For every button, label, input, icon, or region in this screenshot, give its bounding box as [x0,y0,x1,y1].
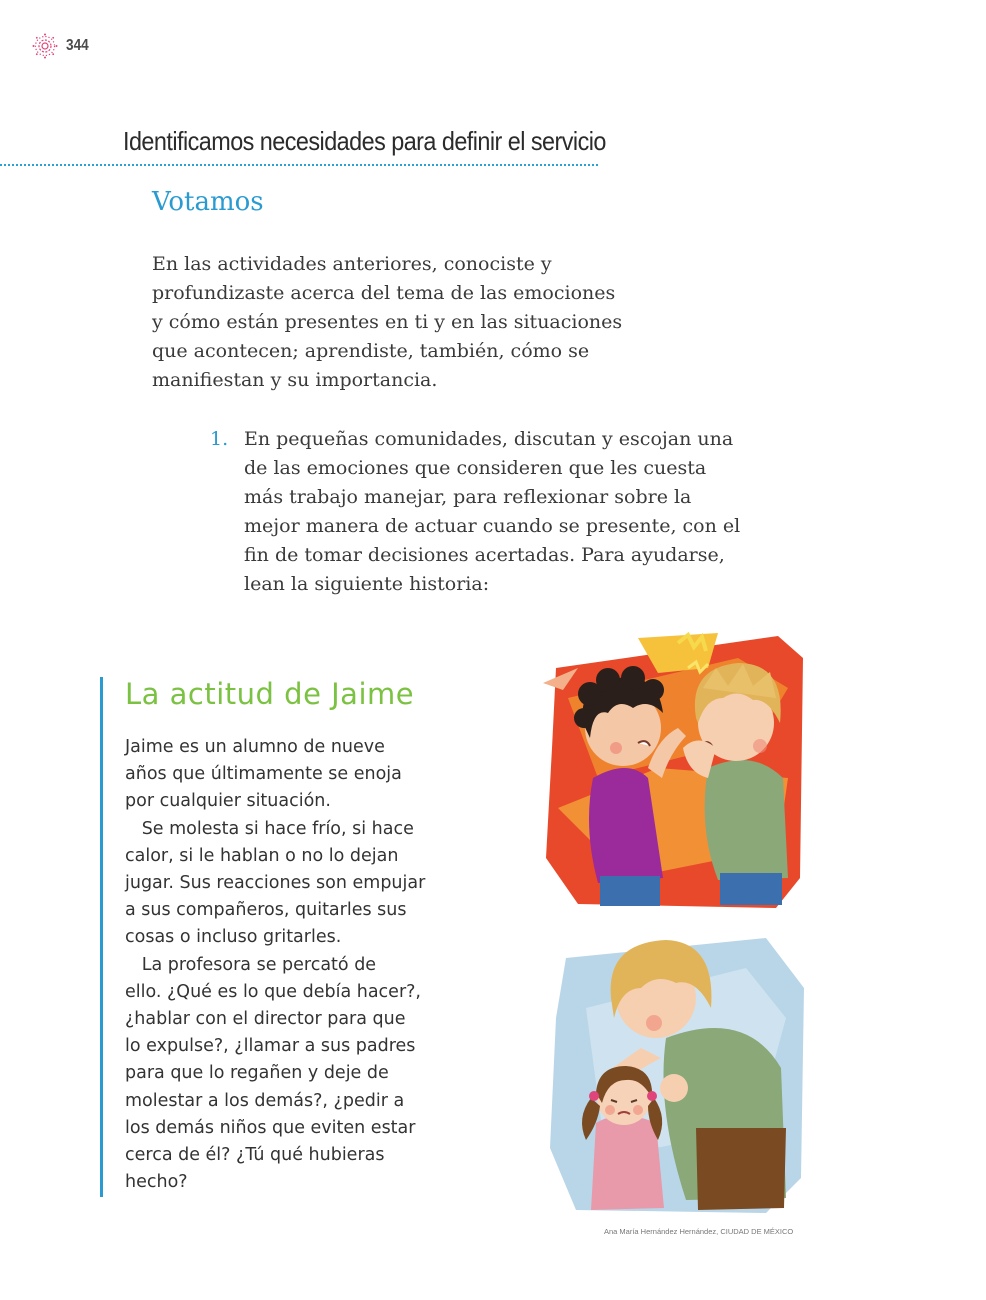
activity-line: de las emociones que consideren que les cuesta [244,457,707,479]
subtitle: Votamos [152,187,264,217]
intro-line: En las actividades anteriores, conociste y [152,253,552,275]
section-title: Identificamos necesidades para definir el servicio [123,126,606,156]
story-line: La profesora se percató de [125,954,377,975]
story-line: por cualquier situación. [125,791,331,812]
story-body [125,734,425,1196]
intro-line: manifiestan y su importancia. [152,369,438,391]
illustration-credit: Ana María Hernández Hernández, CIUDAD DE MÉXICO [604,1227,794,1236]
intro-line: profundizaste acerca del tema de las emociones [152,282,616,304]
activity-line: fin de tomar decisiones acertadas. Para ayudarse, [244,544,725,566]
story-title: La actitud de Jaime [125,677,415,711]
activity-line: mejor manera de actuar cuando se presente, con el [244,515,741,537]
section-header [0,122,606,166]
activity-number: 1. [210,428,229,450]
story-line: Jaime es un alumno de nueve [125,737,385,757]
activity-text [244,425,740,599]
story-line: hecho? [125,1172,188,1193]
story-line: ello. ¿Qué es lo que debía hacer?, [125,981,421,1002]
story-line: los demás niños que eviten estar [125,1117,416,1138]
page-number [32,33,93,59]
story-box [100,677,523,1197]
activity-line: más trabajo manejar, para reflexionar sobre la [244,486,692,508]
page-number-label: 344 [66,37,89,54]
illustration-boy-and-girl [546,928,808,1216]
story-line: a sus compañeros, quitarles sus [125,900,407,921]
story-line: lo expulse?, ¿llamar a sus padres [125,1036,416,1057]
sun-ornament-icon [32,33,58,59]
activity-line: En pequeñas comunidades, discutan y escojan una [244,428,734,450]
intro-paragraph [152,250,672,395]
story-line: cerca de él? ¿Tú qué hubieras [125,1145,385,1166]
story-line: molestar a los demás?, ¿pedir a [125,1090,405,1111]
story-line: ¿hablar con el director para que [125,1009,406,1030]
illustration-boys-arguing [538,628,808,913]
story-line: jugar. Sus reacciones son empujar [125,873,426,894]
story-line: para que lo regañen y deje de [125,1063,389,1084]
intro-line: que acontecen; aprendiste, también, cómo se [152,340,590,362]
activity-line: lean la siguiente historia: [244,573,490,595]
story-line: calor, si le hablan o no lo dejan [125,845,399,866]
story-line: años que últimamente se enoja [125,764,402,785]
intro-line: y cómo están presentes en ti y en las situaciones [152,311,623,333]
story-line: Se molesta si hace frío, si hace [125,818,414,839]
story-line: cosas o incluso gritarles. [125,927,342,948]
